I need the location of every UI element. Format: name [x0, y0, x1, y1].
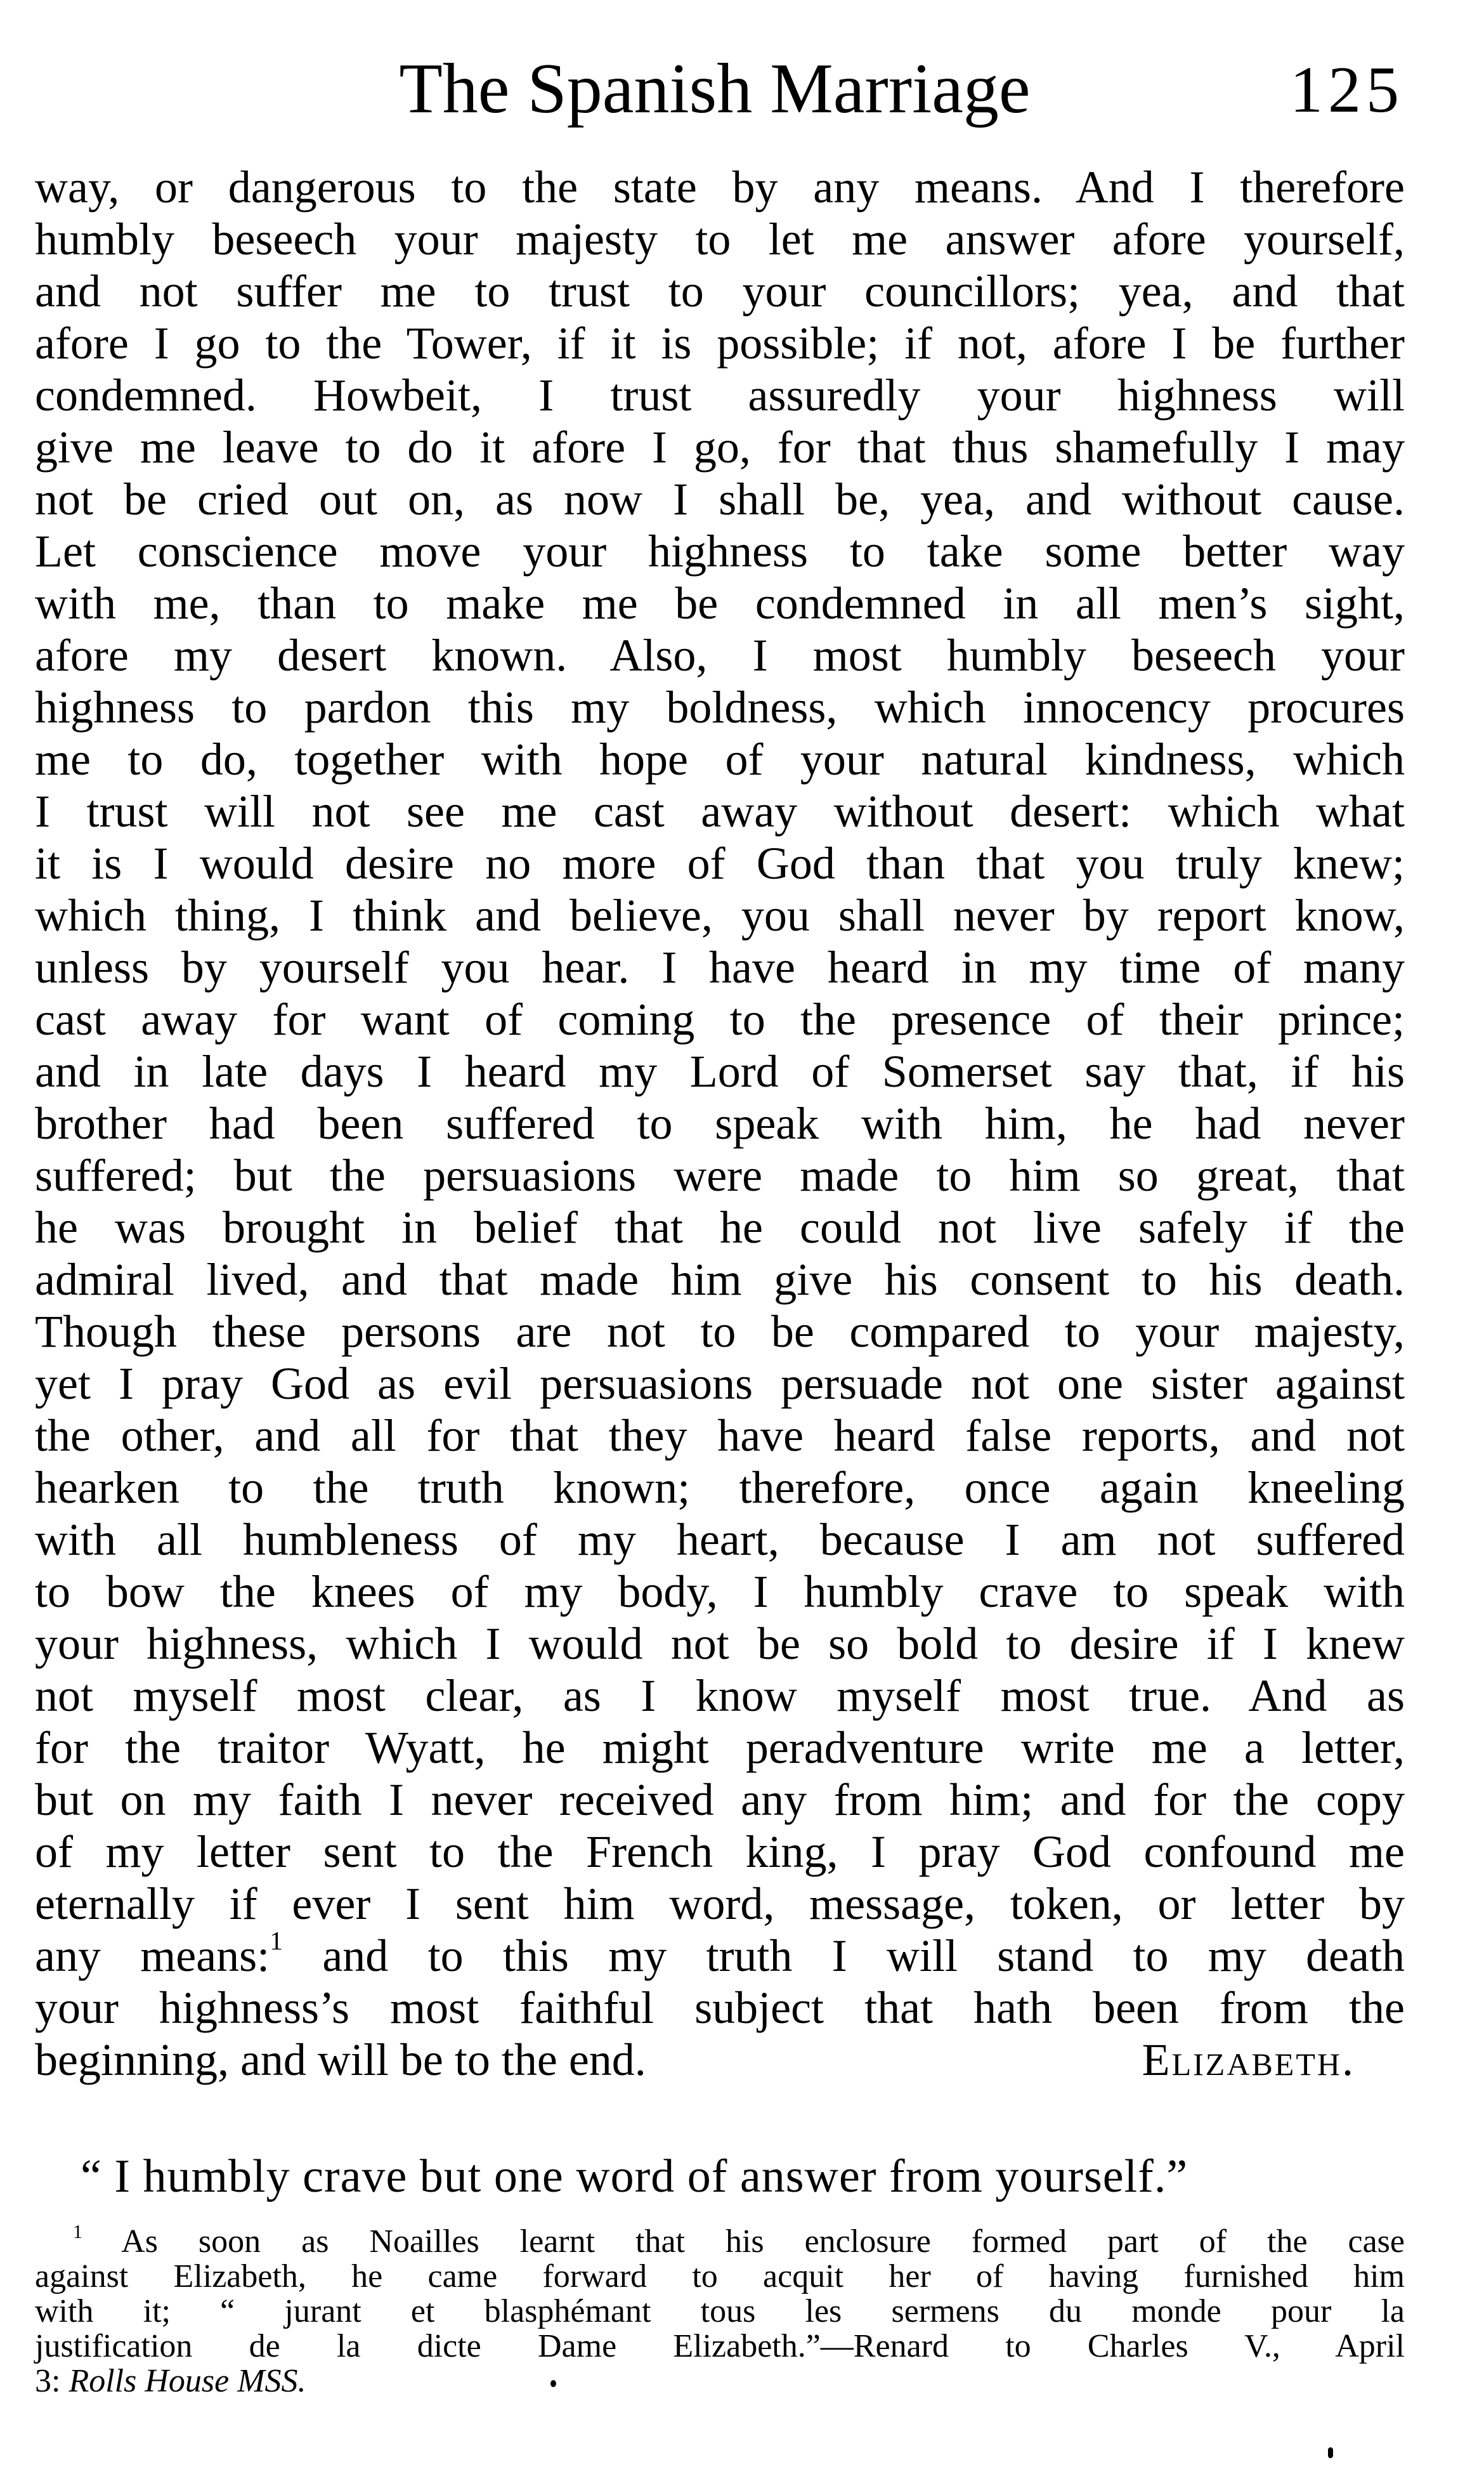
letter-line: which thing, I think and believe, you shall never by report know,: [35, 890, 1405, 941]
letter-line-with-footnote-ref: [35, 1927, 1405, 1982]
letter-line: unless by yourself you hear. I have heard in my time of many: [35, 942, 1405, 993]
letter-line: but on my faith I never received any from him; and for the copy: [35, 1774, 1405, 1825]
footnote-block: [35, 2221, 1405, 2399]
letter-line: with all humbleness of my heart, because I am not suffered: [35, 1514, 1405, 1565]
letter-line: Let conscience move your highness to take some better way: [35, 526, 1405, 577]
footnote-line: justification de la dicte Dame Elizabeth.”—Renard to Charles V., April: [35, 2328, 1405, 2364]
letter-line: afore I go to the Tower, if it is possible; if not, afore I be further: [35, 318, 1405, 369]
footnote-line: [35, 2364, 1405, 2399]
footnote-text: 3:: [35, 2363, 69, 2399]
footnote-citation: Rolls House MSS.: [68, 2363, 306, 2399]
letter-line: Though these persons are not to be compared to your majesty,: [35, 1306, 1405, 1357]
letter-line: not myself most clear, as I know myself most true. And as: [35, 1670, 1405, 1721]
page-title: The Spanish Marriage: [399, 49, 1031, 128]
quote-line: “ I humbly crave but one word of answer from yourself.”: [81, 2150, 1188, 2202]
scan-artifact-dot: [1328, 2447, 1333, 2458]
letter-line: way, or dangerous to the state by any means. And I therefore: [35, 162, 1405, 213]
letter-line: not be cried out on, as now I shall be, yea, and without cause.: [35, 474, 1405, 525]
page-header: [0, 49, 1484, 136]
letter-line: afore my desert known. Also, I most humbly beseech your: [35, 630, 1405, 681]
signature: Elizabeth.: [1142, 2034, 1355, 2085]
scan-artifact-dot: [550, 2380, 556, 2387]
footnote-line: against Elizabeth, he came forward to acquit her of having furnished him: [35, 2258, 1405, 2294]
letter-line: he was brought in belief that he could not live safely if the: [35, 1202, 1405, 1253]
letter-line: the other, and all for that they have heard false reports, and not: [35, 1410, 1405, 1461]
footnote-marker: 1: [73, 2221, 83, 2242]
letter-line: I trust will not see me cast away without desert: which what: [35, 786, 1405, 837]
letter-line: me to do, together with hope of your natural kindness, which: [35, 734, 1405, 785]
letter-closing-line: beginning, and will be to the end.: [35, 2034, 646, 2085]
letter-line: give me leave to do it afore I go, for that thus shamefully I may: [35, 422, 1405, 473]
letter-line: your highness, which I would not be so bold to desire if I knew: [35, 1618, 1405, 1669]
letter-line: your highness’s most faithful subject that hath been from the: [35, 1982, 1405, 2033]
line-text: any means:: [35, 1930, 270, 1981]
letter-line: it is I would desire no more of God than that you truly knew;: [35, 838, 1405, 889]
letter-closing-row: [35, 2034, 1405, 2086]
letter-line: humbly beseech your majesty to let me answer afore yourself,: [35, 214, 1405, 265]
letter-line: suffered; but the persuasions were made to him so great, that: [35, 1150, 1405, 1201]
letter-line: eternally if ever I sent him word, message, token, or letter by: [35, 1878, 1405, 1929]
footnote-reference-mark: 1: [270, 1927, 283, 1956]
letter-line: to bow the knees of my body, I humbly crave to speak with: [35, 1566, 1405, 1617]
footnote-line: with it; “ jurant et blasphémant tous les sermens du monde pour la: [35, 2293, 1405, 2329]
letter-line: and not suffer me to trust to your councillors; yea, and that: [35, 266, 1405, 317]
line-text: and to this my truth I will stand to my death: [283, 1930, 1405, 1981]
letter-line: cast away for want of coming to the presence of their prince;: [35, 994, 1405, 1045]
letter-line: highness to pardon this my boldness, which innocency procures: [35, 682, 1405, 733]
letter-body: [35, 161, 1405, 2086]
letter-line: with me, than to make me be condemned in all men’s sight,: [35, 578, 1405, 629]
footnote-text: As soon as Noailles learnt that his enclosure formed part of the case: [82, 2223, 1405, 2260]
footnote-line: [35, 2221, 1405, 2260]
letter-line: admiral lived, and that made him give his consent to his death.: [35, 1254, 1405, 1305]
letter-line: for the traitor Wyatt, he might peradventure write me a letter,: [35, 1722, 1405, 1773]
letter-line: condemned. Howbeit, I trust assuredly your highness will: [35, 370, 1405, 421]
page-number: 125: [1290, 53, 1404, 126]
letter-line: hearken to the truth known; therefore, once again kneeling: [35, 1462, 1405, 1513]
letter-line: brother had been suffered to speak with him, he had never: [35, 1098, 1405, 1149]
letter-line: and in late days I heard my Lord of Somerset say that, if his: [35, 1046, 1405, 1097]
letter-line: yet I pray God as evil persuasions persuade not one sister against: [35, 1358, 1405, 1409]
letter-line: of my letter sent to the French king, I pray God confound me: [35, 1826, 1405, 1877]
